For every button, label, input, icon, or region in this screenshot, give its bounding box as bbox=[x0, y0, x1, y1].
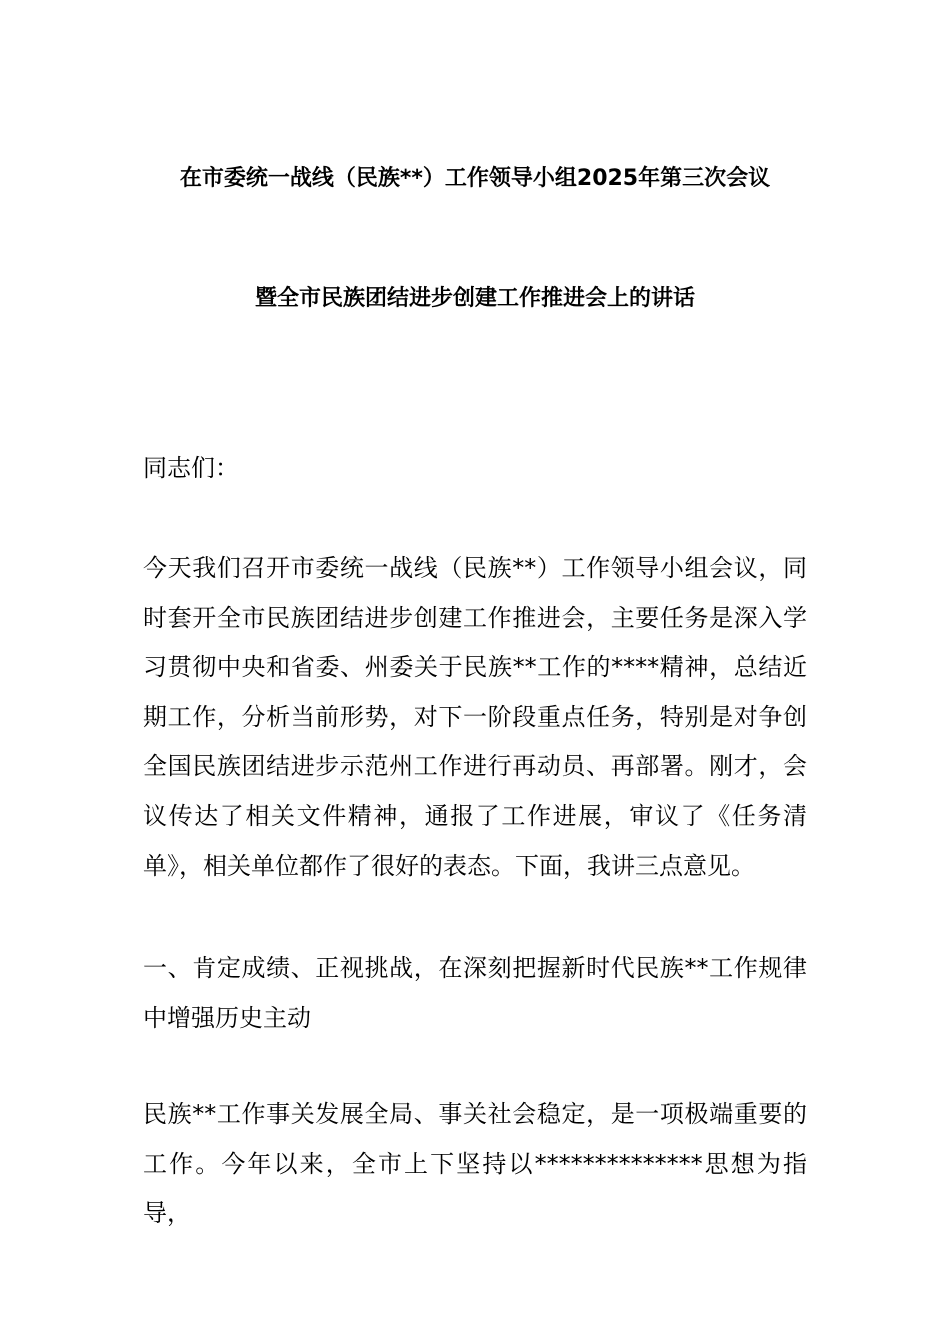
document-title-line-1: 在市委统一战线（民族**）工作领导小组2025年第三次会议 bbox=[179, 166, 771, 191]
opening-paragraph: 今天我们召开市委统一战线（民族**）工作领导小组会议，同时套开全市民族团结进步创建工作推进会，主要任务是深入学习贯彻中央和省委、州委关于民族**工作的****精神，总结近期工作，分析当前形势，对下一阶段重点任务，特别是对争创全国民族团结进步示范州工作进行再动员、再部署。刚才，会议传达了相关文件精神，通报了工作进展，审议了《任务清单》，相关单位都作了很好的表态。下面，我讲三点意见。 bbox=[143, 554, 807, 880]
salutation: 同志们： bbox=[143, 454, 239, 482]
document-title-line-2: 暨全市民族团结进步创建工作推进会上的讲话 bbox=[254, 286, 695, 311]
section-heading-1: 一、肯定成绩、正视挑战，在深刻把握新时代民族**工作规律中增强历史主动 bbox=[143, 954, 807, 1032]
section-1-paragraph: 民族**工作事关发展全局、事关社会稳定，是一项极端重要的工作。今年以来，全市上下坚持以**************思想为指导， bbox=[143, 1100, 807, 1228]
